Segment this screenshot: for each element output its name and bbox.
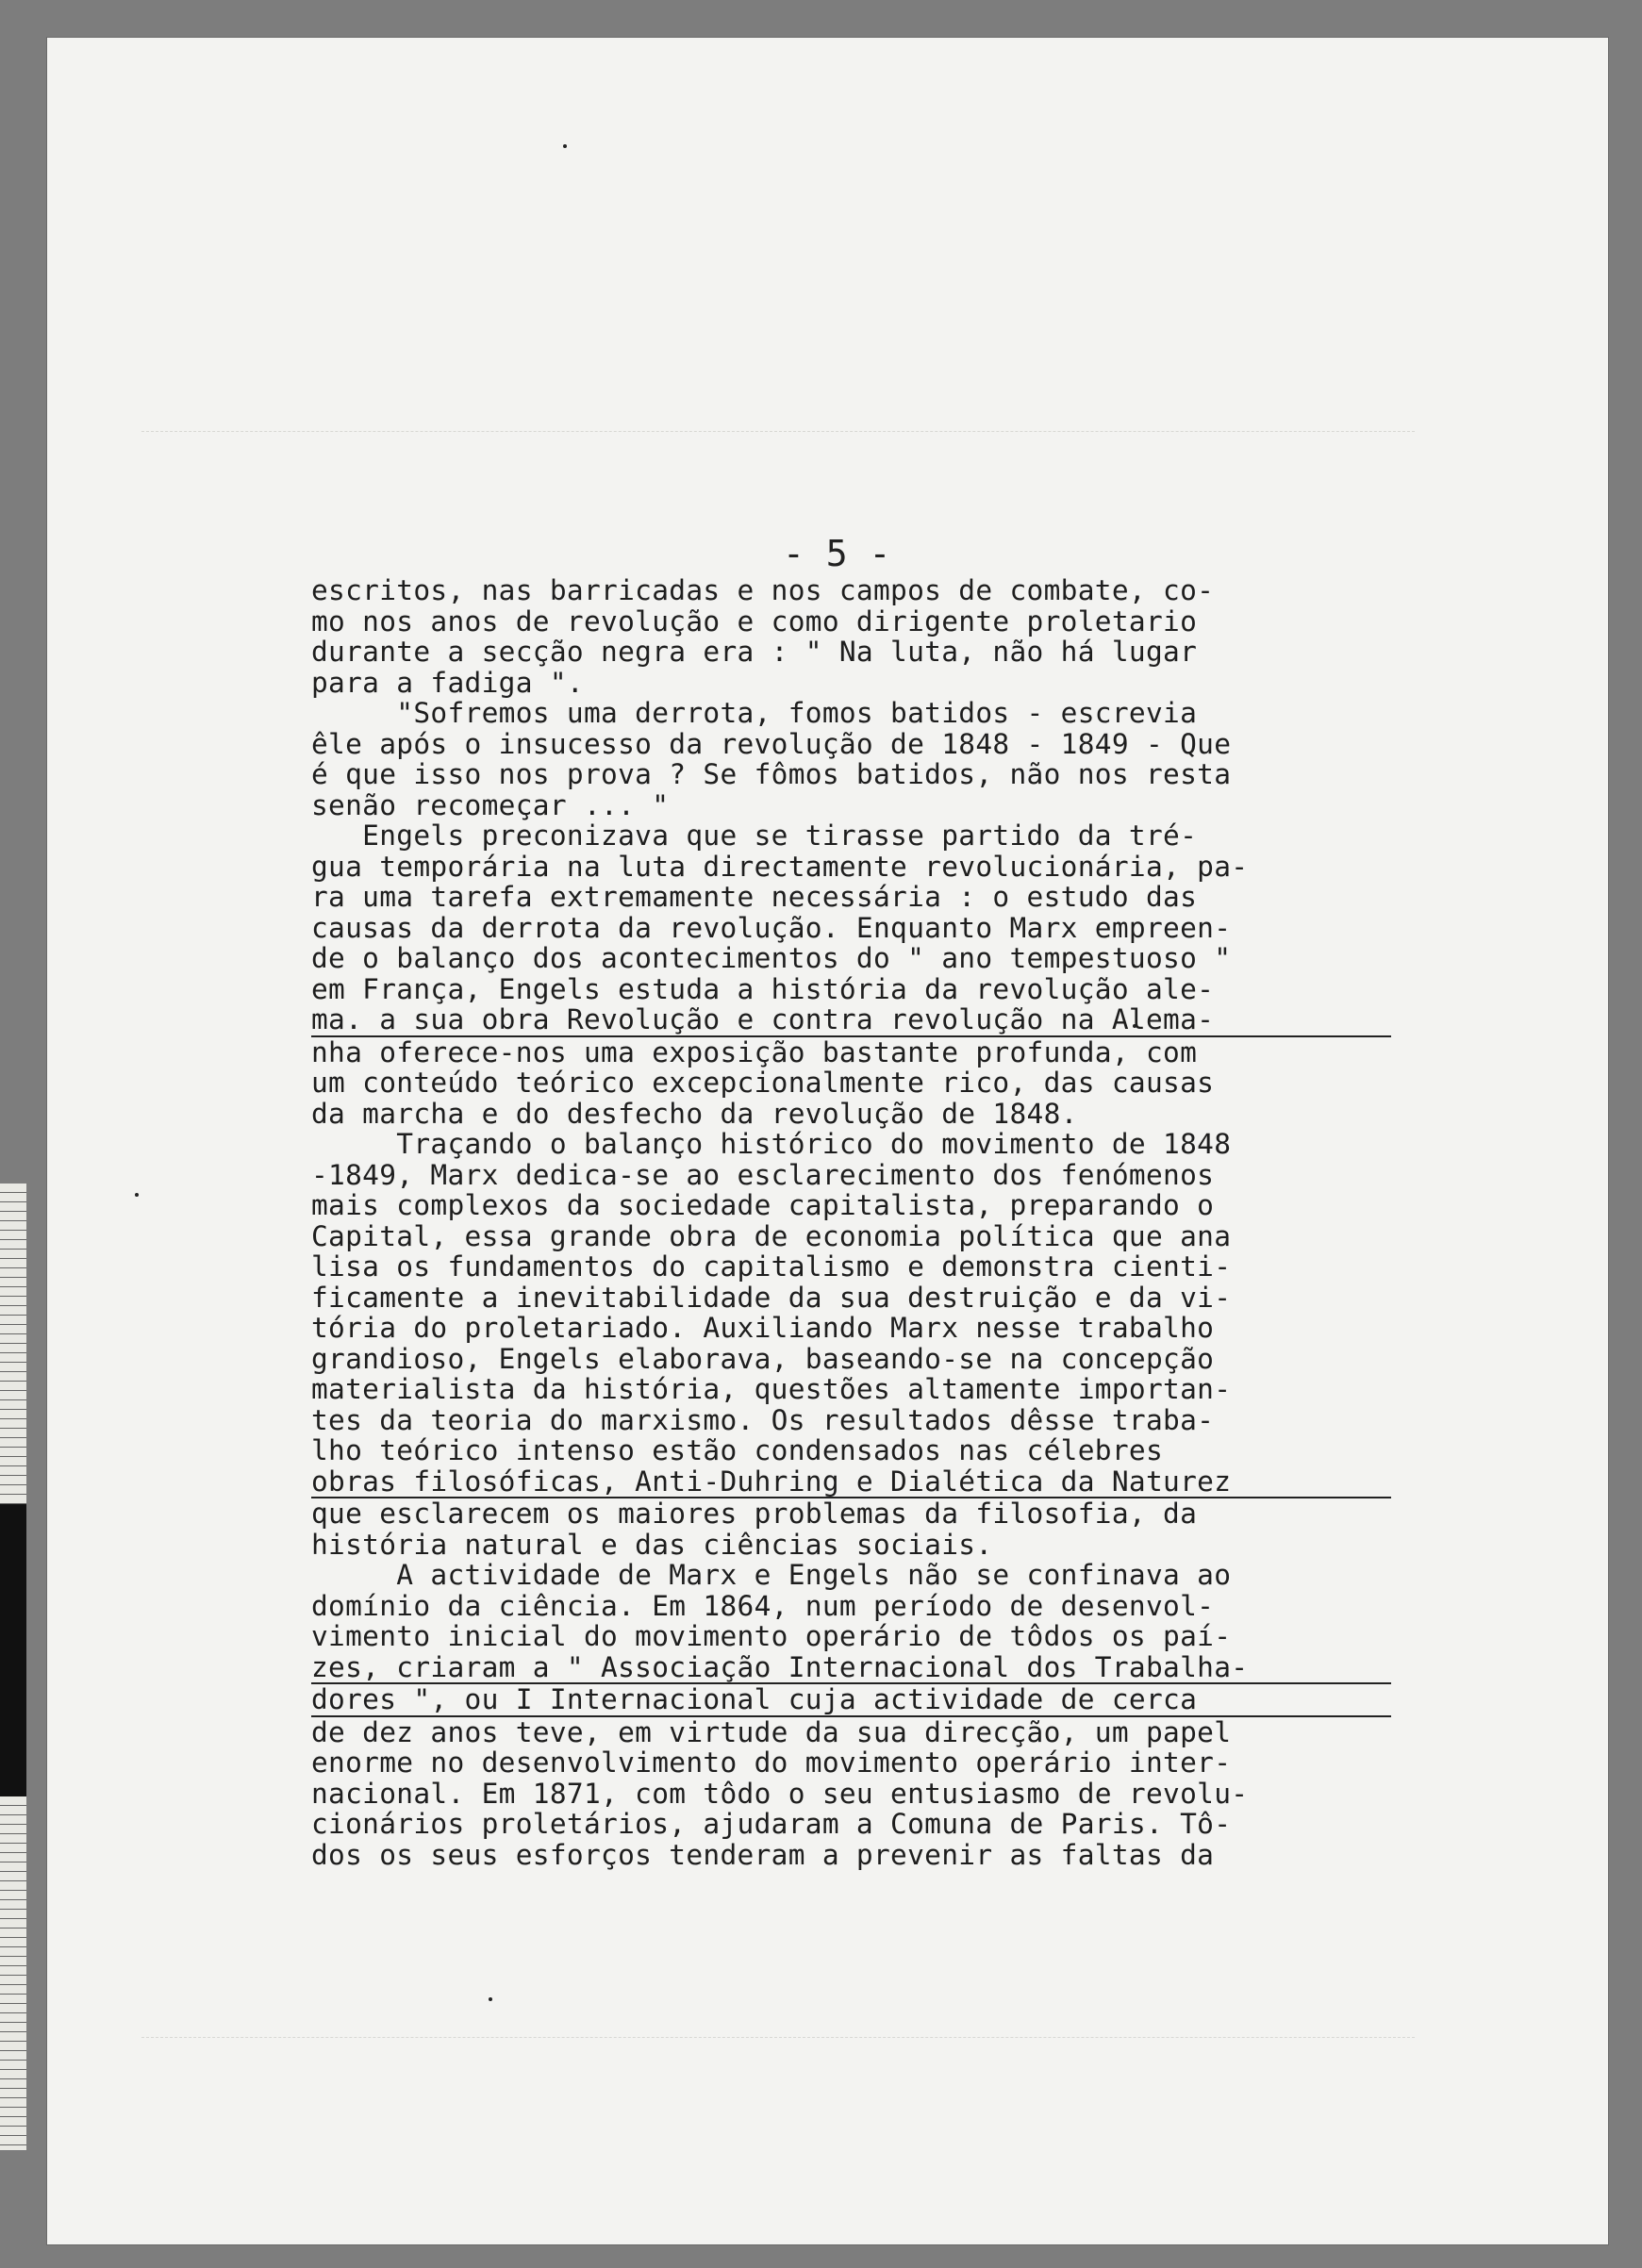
text-line: mo nos anos de revolução e como dirigente proletario <box>311 604 1198 637</box>
text-line: em França, Engels estuda a história da revolução ale- <box>311 972 1215 1005</box>
text-line: da marcha e do desfecho da revolução de 1848. <box>311 1097 1078 1130</box>
text-line-underlined: ma. a sua obra Revolução e contra revolução na Alema- <box>311 1004 1391 1037</box>
text-line: nacional. Em 1871, com tôdo o seu entusiasmo de revolu- <box>311 1777 1249 1810</box>
text-line: A actividade de Marx e Engels não se confinava ao <box>311 1559 1232 1591</box>
text-line: de o balanço dos acontecimentos do " ano tempestuoso " <box>311 942 1232 974</box>
text-line: nha oferece-nos uma exposição bastante profunda, com <box>311 1035 1198 1068</box>
text-line: cionários proletários, ajudaram a Comuna de Paris. Tô- <box>311 1808 1232 1840</box>
text-line: escritos, nas barricadas e nos campos de combate, co- <box>311 574 1215 606</box>
text-line: domínio da ciência. Em 1864, num período de desenvol- <box>311 1589 1215 1622</box>
text-line: êle após o insucesso da revolução de 1848 - 1849 - Que <box>311 727 1232 760</box>
dust-speck <box>563 144 567 148</box>
scale-ruler <box>0 1184 26 2150</box>
text-line: senão recomeçar ... " <box>311 788 670 821</box>
text-line: lho teórico intenso estão condensados nas célebres <box>311 1434 1164 1466</box>
text-line: ra uma tarefa extremamente necessária : o estudo das <box>311 881 1198 913</box>
text-line: materialista da história, questões altamente importan- <box>311 1373 1232 1405</box>
page-number: - 5 - <box>783 533 891 574</box>
text-line: para a fadiga ". <box>311 666 584 699</box>
text-line: causas da derrota da revolução. Enquanto Marx empreen- <box>311 911 1232 944</box>
text-line: que esclarecem os maiores problemas da filosofia, da <box>311 1498 1198 1530</box>
text-line: Traçando o balanço histórico do movimento de 1848 <box>311 1128 1232 1160</box>
text-line: é que isso nos prova ? Se fômos batidos, não nos resta <box>311 758 1232 790</box>
text-line: tória do proletariado. Auxiliando Marx nesse trabalho <box>311 1312 1215 1344</box>
text-line: vimento inicial do movimento operário de tôdos os paí- <box>311 1620 1232 1652</box>
text-line: -1849, Marx dedica-se ao esclarecimento dos fenómenos <box>311 1158 1215 1191</box>
fold-line-top <box>141 431 1415 432</box>
text-line: tes da teoria do marxismo. Os resultados dêsse traba- <box>311 1403 1215 1436</box>
text-line-underlined: zes, criaram a " Associação Internacional dos Trabalha- <box>311 1652 1391 1685</box>
text-line: Engels preconizava que se tirasse partido da tré- <box>311 819 1198 852</box>
text-line: Capital, essa grande obra de economia política que ana <box>311 1219 1232 1252</box>
text-line: história natural e das ciências sociais. <box>311 1528 993 1561</box>
dust-speck <box>489 1997 492 2001</box>
text-line: durante a secção negra era : " Na luta, não há lugar <box>311 636 1198 668</box>
text-line-underlined: obras filosóficas, Anti-Duhring e Dialética da Naturez <box>311 1466 1391 1499</box>
text-line: gua temporária na luta directamente revolucionária, pa- <box>311 850 1249 883</box>
text-line: grandioso, Engels elaborava, baseando-se na concepção <box>311 1342 1215 1375</box>
text-line: de dez anos teve, em virtude da sua direcção, um papel <box>311 1715 1232 1748</box>
text-line: ficamente a inevitabilidade da sua destruição e da vi- <box>311 1281 1232 1314</box>
body-text <box>311 575 1391 1870</box>
text-line: "Sofremos uma derrota, fomos batidos - escrevia <box>311 697 1198 729</box>
text-line-underlined: dores ", ou I Internacional cuja actividade de cerca <box>311 1684 1391 1717</box>
text-line: lisa os fundamentos do capitalismo e demonstra cienti- <box>311 1250 1232 1283</box>
text-line: mais complexos da sociedade capitalista, preparando o <box>311 1189 1215 1221</box>
text-line: enorme no desenvolvimento do movimento operário inter- <box>311 1747 1232 1779</box>
dust-speck <box>135 1193 139 1197</box>
text-line: um conteúdo teórico excepcionalmente rico, das causas <box>311 1067 1215 1099</box>
fold-line-bottom <box>141 2037 1415 2038</box>
text-line: dos os seus esforços tenderam a prevenir as faltas da <box>311 1838 1215 1871</box>
